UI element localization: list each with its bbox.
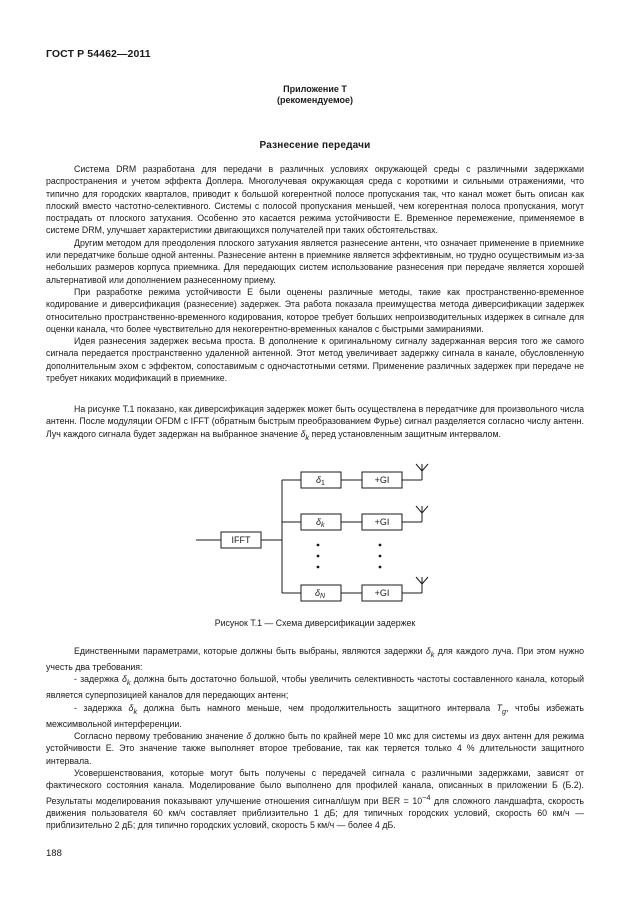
appendix-subtitle: (рекомендуемое)	[277, 95, 353, 105]
paragraph: При разработке режима устойчивости Е были оценены различные методы, такие как пространственно-временное кодирование и диверсификация (разнесение) задержек. Эта работа показала преимущества метода диверсификации задержек относительно пространственно-временного кодирования, которое требует больших непроизводительных издержек в сигнале для оценки канала, что более чувствительно для некогерентно-временных каналов с быстрыми замираниями.	[46, 286, 584, 334]
ifft-label: IFFT	[231, 535, 251, 545]
delay-diversity-diagram	[190, 460, 450, 608]
delay-label-1: $\delta_1$	[316, 475, 325, 487]
delay-label-k: $\delta_k$	[316, 517, 325, 529]
appendix-title: Приложение Т	[283, 84, 347, 94]
list-item: - задержка $\delta_k$ должна быть достаточно большой, чтобы увеличить селективность частоты составленного канала, который является суперпозицией каналов для передающих антенн;	[46, 674, 585, 701]
page-number: 188	[46, 848, 62, 859]
gi-label-n: +GI	[374, 588, 390, 598]
body-text-block-3	[46, 645, 584, 831]
section-title: Разнесение передачи	[259, 140, 371, 151]
paragraph: Усовершенствования, которые могут быть получены с передачей сигнала с различными задержками, зависят от фактического состояния канала. Моделирование было выполнено для профилей канала, описанных в приложении Б (Б.2). Результаты моделирования показывают улучшение отношения сигнал/шум при BER = $10^{-4}$ для сложного ландшафта, скорость движения пользователя 60 км/ч составляет приблизительно 1 дБ; для типичных городских условий, скорость 60 км/ч — приблизительно 2 дБ; для типично городских условий, скорость 5 км/ч — более 4 дБ.	[46, 767, 584, 831]
paragraph: Система DRM разработана для передачи в различных условиях окружающей среды с различными задержками распространения и учетом эффекта Доплера. Многолучевая окружающая среда с короткими и сильными отражениями, что типично для городских кварталов, приводит к большой когерентной полосе пропускания так, что канал может быть описан как плоский вместо частотно-селективного. Системы с полосой пропускания меньшей, чем когерентная полоса пропускания, могут пострадать от плоского затухания. Особенно это касается режима устойчивости Е. Временное перемежение, применяемое в системе DRM, улучшает характеристики двигающихся получателей при таких обстоятельствах.	[46, 164, 584, 236]
gi-label-1: +GI	[374, 475, 390, 485]
paragraph: Другим методом для преодоления плоского затухания является разнесение антенн, что означает применение в приемнике или передатчике больше одной антенны. Разнесение антенн в приемнике является эффективным, но трудно осуществимым из-за небольших размеров корпуса приемника. Для передающих систем использование разнесения при передаче является хорошей альтернативой или дополнением разнесенному приему.	[46, 237, 584, 285]
paragraph: На рисунке Т.1 показано, как диверсификация задержек может быть осуществлена в передатчике для произвольного числа антенн. После модуляции OFDM с IFFT (обратным быстрым преобразованием Фурье) сигнал разделяется согласно числу антенн. Луч каждого сигнала будет задержан на выбранное значение $\delta_k$ перед установленным защитным интервалом.	[46, 404, 584, 442]
body-text-block-2	[46, 403, 584, 444]
list-item: - задержка $\delta_k$ должна быть намного меньше, чем продолжительность защитного интервала $T_g$, чтобы избежать межсимвольной интерференции.	[46, 702, 584, 729]
paragraph: Согласно первому требованию значение δ должно быть по крайней мере 10 мкс для системы из двух антенн для режима устойчивости Е. Это значение также выполняет второе требование, так как теряется только 4 % длительности защитного интервала.	[46, 731, 584, 766]
paragraph: Идея разнесения задержек весьма проста. В дополнение к оригинальному сигналу задержанная версия того же самого сигнала передается пространственно удаленной антенной. Этот метод увеличивает задержку сигнала в канале, обусловленную дополнительным эхом с эффектом, сопоставимым с одночастотными сетями. Применение различных задержек при передаче не требует никаких модификаций в приемнике.	[46, 336, 584, 384]
document-code: ГОСТ Р 54462—2011	[46, 48, 151, 60]
body-text-block-1	[46, 163, 584, 384]
ellipsis-dots	[317, 544, 382, 569]
paragraph: Единственными параметрами, которые должны быть выбраны, являются задержки $\delta_k$ для каждого луча. При этом нужно учесть два требования:	[46, 646, 584, 673]
delay-label-n: $\delta_N$	[315, 588, 326, 600]
gi-label-k: +GI	[374, 517, 390, 527]
figure-caption: Рисунок Т.1 — Схема диверсификации задержек	[214, 618, 416, 628]
